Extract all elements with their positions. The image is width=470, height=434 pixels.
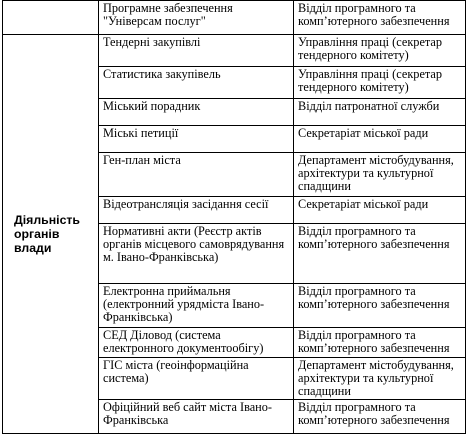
- department-cell: Відділ програмного та комп’ютерного забезпечення: [294, 224, 466, 284]
- software-cell: СЕД Діловод (система електронного документообігу): [99, 328, 294, 358]
- software-cell: Міський порадник: [99, 99, 294, 126]
- software-cell: Відеотрансляція засідання сесії: [99, 197, 294, 224]
- software-cell: Ген-план міста: [99, 153, 294, 197]
- department-cell: Секретаріат міської ради: [294, 126, 466, 153]
- header-empty-cell: [3, 1, 99, 35]
- department-cell: Відділ патронатної служби: [294, 99, 466, 126]
- header-department-cell: Відділ програмного та комп’ютерного забезпечення: [294, 1, 466, 35]
- department-cell: Департамент містобудування, архітектури та культурної спадщини: [294, 153, 466, 197]
- software-cell: Міські петиції: [99, 126, 294, 153]
- department-cell: Відділ програмного та комп’ютерного забезпечення: [294, 284, 466, 328]
- department-cell: Управління праці (секретар тендерного комітету): [294, 35, 466, 67]
- software-cell: Нормативні акти (Реєстр актів органів місцевого самоврядування м. Івано-Франківська): [99, 224, 294, 284]
- table-header-row: [3, 1, 466, 35]
- software-cell: Електронна приймальня (електронний урядміста Івано-Франківська): [99, 284, 294, 328]
- software-cell: Статистика закупівель: [99, 67, 294, 99]
- header-software-cell: Програмне забезпечення "Універсам послуг": [99, 1, 294, 35]
- department-cell: Секретаріат міської ради: [294, 197, 466, 224]
- department-cell: Управління праці (секретар тендерного комітету): [294, 67, 466, 99]
- software-cell: Офіційний веб сайт міста Івано-Франківська: [99, 400, 294, 434]
- software-cell: ГІС міста (геоінформаційна система): [99, 358, 294, 400]
- department-cell: Відділ програмного та комп’ютерного забезпечення: [294, 400, 466, 434]
- category-cell: Діяльність органів влади: [3, 35, 99, 434]
- department-cell: Відділ програмного та комп’ютерного забезпечення: [294, 328, 466, 358]
- department-cell: Департамент містобудування, архітектури та культурної спадщини: [294, 358, 466, 400]
- software-department-table: [2, 0, 466, 434]
- table-row: [3, 35, 466, 67]
- software-cell: Тендерні закупівлі: [99, 35, 294, 67]
